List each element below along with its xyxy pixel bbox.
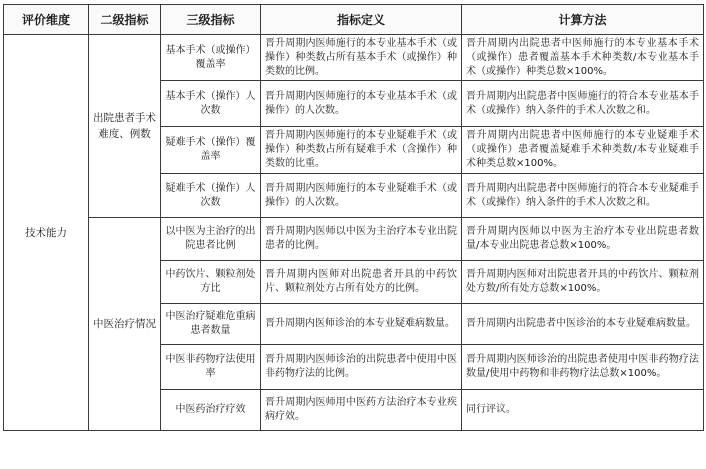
calculation-cell: 晋升周期内医师对出院患者开具的中药饮片、颗粒剂处方数/所有处方总数×100%。	[462, 261, 704, 304]
calculation-cell: 晋升周期内出院患者中医师施行的符合本专业基本手术（或操作）纳入条件的手术人次数之和。	[462, 81, 704, 127]
calculation-cell: 晋升周期内出院患者中医师施行的本专业基本手术（或操作）患者覆盖基本手术种类数/本专业基本手术（或操作）种类总数×100%。	[462, 35, 704, 81]
table-row	[4, 35, 704, 81]
level3-cell: 中医药治疗疗效	[161, 390, 261, 431]
calculation-cell: 晋升周期内出院患者中医师施行的本专业疑难手术（或操作）患者覆盖疑难手术种类数/本专业疑难手术种类总数×100%。	[462, 127, 704, 174]
indicator-table	[3, 4, 704, 431]
level3-cell: 疑难手术（操作）覆盖率	[161, 127, 261, 174]
header-calculation: 计算方法	[462, 5, 704, 35]
level3-cell: 以中医为主治疗的出院患者比例	[161, 218, 261, 261]
definition-cell: 晋升周期内医师对出院患者开具的中药饮片、颗粒剂处方占所有处方的比例。	[261, 261, 462, 304]
definition-cell: 晋升周期内医师施行的本专业疑难手术（或操作）种类数占所有疑难手术（含操作）种类数的比重。	[261, 127, 462, 174]
level3-cell: 疑难手术（操作）人次数	[161, 174, 261, 218]
definition-cell: 晋升周期内医师用中医药方法治疗本专业疾病疗效。	[261, 390, 462, 431]
level3-cell: 中药饮片、颗粒剂处方比	[161, 261, 261, 304]
dimension-cell: 技术能力	[4, 35, 89, 431]
level2-cell-surgery: 出院患者手术难度、例数	[89, 35, 161, 218]
calculation-cell: 同行评议。	[462, 390, 704, 431]
header-level3: 三级指标	[161, 5, 261, 35]
definition-cell: 晋升周期内医师诊治的出院患者中使用中医非药物疗法的比例。	[261, 345, 462, 390]
definition-cell: 晋升周期内医师诊治的本专业疑难病数量。	[261, 304, 462, 345]
table-row	[4, 218, 704, 261]
header-dimension: 评价维度	[4, 5, 89, 35]
level3-cell: 基本手术（或操作）覆盖率	[161, 35, 261, 81]
definition-cell: 晋升周期内医师施行的本专业基本手术（或操作）的人次数。	[261, 81, 462, 127]
calculation-cell: 晋升周期内出院患者中医师施行的符合本专业疑难手术（或操作）纳入条件的手术人次数之和。	[462, 174, 704, 218]
definition-cell: 晋升周期内医师施行的本专业基本手术（或操作）种类数占所有基本手术（或操作）种类数的比例。	[261, 35, 462, 81]
header-definition: 指标定义	[261, 5, 462, 35]
level3-cell: 中医治疗疑难危重病患者数量	[161, 304, 261, 345]
level2-cell-tcm: 中医治疗情况	[89, 218, 161, 431]
level3-cell: 基本手术（操作）人次数	[161, 81, 261, 127]
calculation-cell: 晋升周期内医师诊治的出院患者使用中医非药物疗法数量/使用中药物和非药物疗法总数×100%。	[462, 345, 704, 390]
level3-cell: 中医非药物疗法使用率	[161, 345, 261, 390]
definition-cell: 晋升周期内医师以中医为主治疗本专业出院患者的比例。	[261, 218, 462, 261]
header-row	[4, 5, 704, 35]
definition-cell: 晋升周期内医师施行的本专业疑难手术（或操作）的人次数。	[261, 174, 462, 218]
calculation-cell: 晋升周期内医师以中医为主治疗本专业出院患者数量/本专业出院患者总数×100%。	[462, 218, 704, 261]
calculation-cell: 晋升周期内出院患者中医诊治的本专业疑难病数量。	[462, 304, 704, 345]
header-level2: 二级指标	[89, 5, 161, 35]
